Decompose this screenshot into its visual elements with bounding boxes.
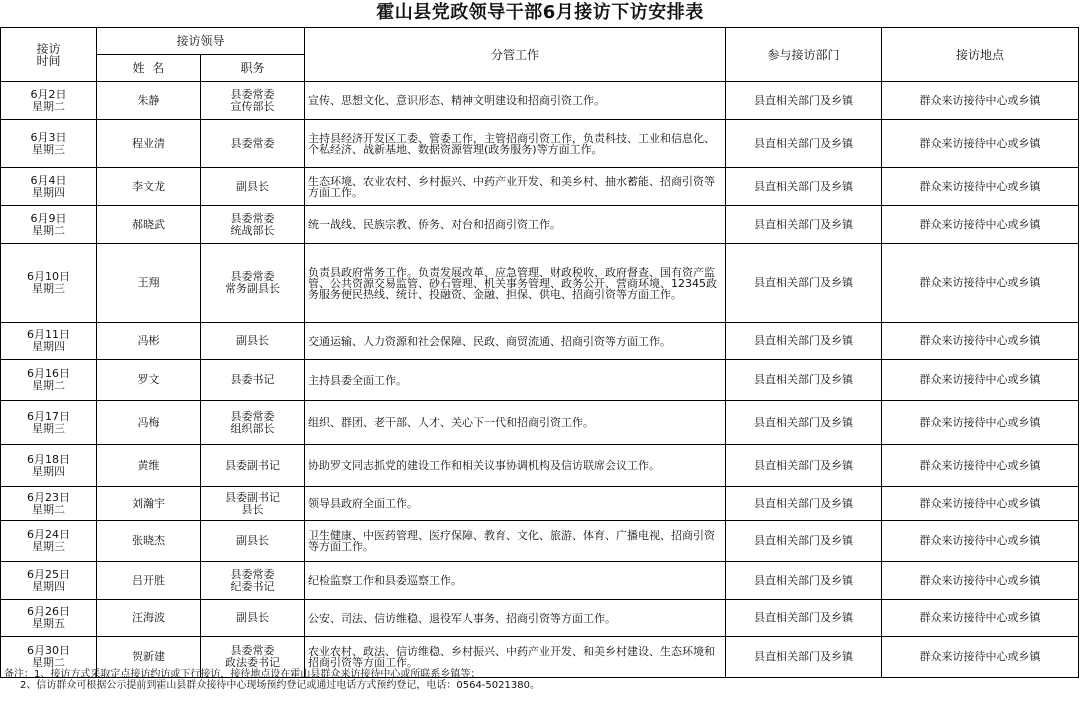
- table-row: [1, 521, 1079, 562]
- reception-location: 群众来访接待中心或乡镇: [882, 521, 1079, 562]
- header-position: 职务: [201, 55, 305, 82]
- date-cell: [1, 401, 97, 445]
- weekday: 星期四: [32, 464, 65, 478]
- leader-position: [201, 244, 305, 323]
- header-location: 接访地点: [882, 28, 1079, 82]
- position-line2: 纪委书记: [230, 579, 275, 593]
- position-line1: 副县长: [236, 179, 269, 193]
- date: 6月24日: [27, 528, 70, 541]
- schedule-table: [0, 27, 1079, 678]
- leader-name: 郝晓武: [97, 206, 201, 244]
- date: 6月11日: [27, 328, 70, 341]
- leader-name: 冯彬: [97, 323, 201, 360]
- position-line2: 县长: [241, 502, 264, 516]
- position-line2: 常务副县长: [225, 282, 280, 295]
- date: 6月25日: [27, 567, 70, 581]
- duty-description: 公安、司法、信访维稳、退役军人事务、招商引资等方面工作。: [305, 600, 726, 637]
- table-row: [1, 401, 1079, 445]
- leader-position: [201, 401, 305, 445]
- participating-dept: 县直相关部门及乡镇: [726, 401, 882, 445]
- duty-description: 农业农村、政法、信访维稳、乡村振兴、中药产业开发、和美乡村建设、生态环境和招商引资等方面工作。: [305, 637, 726, 678]
- leader-name: 吕开胜: [97, 562, 201, 600]
- table-row: [1, 168, 1079, 206]
- duty-description: 交通运输、人力资源和社会保障、民政、商贸流通、招商引资等方面工作。: [305, 323, 726, 360]
- weekday: 星期四: [32, 185, 65, 199]
- weekday: 星期二: [32, 223, 65, 237]
- date-cell: [1, 521, 97, 562]
- header-time: [1, 28, 97, 82]
- position-line1: 县委常委: [230, 567, 275, 581]
- duty-description: 负责县政府常务工作。负责发展改革、应急管理、财政税收、政府督查、国有资产监管、公共资源交易监管、砂石管理、机关事务管理、政务公开、营商环境、12345政务服务便民热线、统计、投融资、金融、担保、供电、招商引资等方面工作。: [305, 244, 726, 323]
- position-line1: 县委常委: [230, 409, 275, 423]
- duty-description: 领导县政府全面工作。: [305, 487, 726, 521]
- date: 6月16日: [27, 367, 70, 380]
- position-line2: 宣传部长: [230, 99, 275, 113]
- participating-dept: 县直相关部门及乡镇: [726, 206, 882, 244]
- date: 6月3日: [30, 130, 67, 144]
- weekday: 星期三: [32, 142, 65, 156]
- leader-name: 李文龙: [97, 168, 201, 206]
- weekday: 星期四: [32, 340, 65, 353]
- date: 6月17日: [27, 409, 70, 423]
- participating-dept: 县直相关部门及乡镇: [726, 600, 882, 637]
- date-cell: [1, 120, 97, 168]
- position-line1: 副县长: [236, 334, 269, 347]
- position-line1: 县委常委: [230, 87, 275, 101]
- date: 6月10日: [27, 270, 70, 283]
- leader-position: [201, 445, 305, 487]
- reception-location: 群众来访接待中心或乡镇: [882, 120, 1079, 168]
- leader-position: [201, 323, 305, 360]
- position-line1: 副县长: [236, 611, 269, 624]
- table-row: [1, 323, 1079, 360]
- participating-dept: 县直相关部门及乡镇: [726, 521, 882, 562]
- leader-name: 汪海波: [97, 600, 201, 637]
- date-cell: [1, 244, 97, 323]
- weekday: 星期三: [32, 282, 65, 295]
- reception-location: 群众来访接待中心或乡镇: [882, 244, 1079, 323]
- duty-description: 主持县经济开发区工委、管委工作，主管招商引资工作，负责科技、工业和信息化、个私经济、战新基地、数据资源管理(政务服务)等方面工作。: [305, 120, 726, 168]
- reception-location: 群众来访接待中心或乡镇: [882, 168, 1079, 206]
- duty-description: 主持县委全面工作。: [305, 360, 726, 401]
- position-line1: 副县长: [236, 534, 269, 547]
- table-row: [1, 206, 1079, 244]
- participating-dept: 县直相关部门及乡镇: [726, 168, 882, 206]
- leader-name: 黄维: [97, 445, 201, 487]
- participating-dept: 县直相关部门及乡镇: [726, 487, 882, 521]
- weekday: 星期二: [32, 656, 65, 669]
- participating-dept: 县直相关部门及乡镇: [726, 244, 882, 323]
- reception-location: 群众来访接待中心或乡镇: [882, 487, 1079, 521]
- header-time-line1: 接访: [36, 41, 61, 56]
- reception-location: 群众来访接待中心或乡镇: [882, 401, 1079, 445]
- reception-location: 群众来访接待中心或乡镇: [882, 562, 1079, 600]
- header-time-line2: 时间: [36, 53, 61, 68]
- duty-description: 统一战线、民族宗教、侨务、对台和招商引资工作。: [305, 206, 726, 244]
- date: 6月30日: [27, 644, 70, 657]
- weekday: 星期二: [32, 379, 65, 392]
- leader-name: 刘瀚宇: [97, 487, 201, 521]
- position-line1: 县委常委: [230, 136, 275, 150]
- date-cell: [1, 168, 97, 206]
- duty-description: 宣传、思想文化、意识形态、精神文明建设和招商引资工作。: [305, 82, 726, 120]
- duty-description: 生态环境、农业农村、乡村振兴、中药产业开发、和美乡村、抽水蓄能、招商引资等方面工作。: [305, 168, 726, 206]
- leader-position: [201, 120, 305, 168]
- page-title: 霍山县党政领导干部6月接访下访安排表: [376, 2, 704, 23]
- footnote: [4, 669, 540, 691]
- date: 6月4日: [30, 173, 67, 187]
- date: 6月2日: [30, 87, 67, 101]
- weekday: 星期三: [32, 421, 65, 435]
- table-row: [1, 445, 1079, 487]
- leader-name: 罗文: [97, 360, 201, 401]
- weekday: 星期三: [32, 540, 65, 553]
- table-row: [1, 82, 1079, 120]
- reception-location: 群众来访接待中心或乡镇: [882, 637, 1079, 678]
- participating-dept: 县直相关部门及乡镇: [726, 360, 882, 401]
- date: 6月18日: [27, 452, 70, 466]
- participating-dept: 县直相关部门及乡镇: [726, 82, 882, 120]
- date-cell: [1, 206, 97, 244]
- participating-dept: 县直相关部门及乡镇: [726, 323, 882, 360]
- date-cell: [1, 600, 97, 637]
- date-cell: [1, 487, 97, 521]
- leader-name: 张晓杰: [97, 521, 201, 562]
- position-line1: 县委常委: [230, 211, 275, 225]
- reception-location: 群众来访接待中心或乡镇: [882, 323, 1079, 360]
- position-line2: 政法委书记: [225, 656, 280, 669]
- leader-name: 程业清: [97, 120, 201, 168]
- table-row: [1, 600, 1079, 637]
- header-duty: 分管工作: [305, 28, 726, 82]
- table-row: [1, 360, 1079, 401]
- leader-name: 朱静: [97, 82, 201, 120]
- date: 6月23日: [27, 490, 70, 504]
- leader-position: [201, 82, 305, 120]
- reception-location: 群众来访接待中心或乡镇: [882, 206, 1079, 244]
- date-cell: [1, 562, 97, 600]
- position-line1: 县委副书记: [225, 490, 280, 504]
- reception-location: 群众来访接待中心或乡镇: [882, 360, 1079, 401]
- participating-dept: 县直相关部门及乡镇: [726, 562, 882, 600]
- weekday: 星期四: [32, 579, 65, 593]
- date-cell: [1, 323, 97, 360]
- leader-position: [201, 562, 305, 600]
- position-line2: 统战部长: [230, 223, 275, 237]
- footnote-line2: 2、信访群众可根据公示提前到霍山县群众接待中心现场预约登记或通过电话方式预约登记，电话：0564-5021380。: [20, 680, 540, 691]
- weekday: 星期二: [32, 99, 65, 113]
- position-line1: 县委书记: [230, 373, 275, 386]
- duty-description: 卫生健康、中医药管理、医疗保障、教育、文化、旅游、体育、广播电视、招商引资等方面工作。: [305, 521, 726, 562]
- table-row: [1, 244, 1079, 323]
- header-dept: 参与接访部门: [726, 28, 882, 82]
- table-row: [1, 120, 1079, 168]
- position-line2: 组织部长: [230, 421, 275, 435]
- date-cell: [1, 82, 97, 120]
- leader-name: 王翔: [97, 244, 201, 323]
- position-line1: 县委副书记: [225, 458, 280, 472]
- weekday: 星期二: [32, 502, 65, 516]
- duty-description: 协助罗文同志抓党的建设工作和相关议事协调机构及信访联席会议工作。: [305, 445, 726, 487]
- date: 6月9日: [30, 211, 67, 225]
- leader-position: [201, 487, 305, 521]
- date-cell: [1, 445, 97, 487]
- leader-name: 贺新建: [97, 637, 201, 678]
- leader-position: [201, 206, 305, 244]
- participating-dept: 县直相关部门及乡镇: [726, 120, 882, 168]
- participating-dept: 县直相关部门及乡镇: [726, 445, 882, 487]
- leader-position: [201, 360, 305, 401]
- date-cell: [1, 360, 97, 401]
- reception-location: 群众来访接待中心或乡镇: [882, 82, 1079, 120]
- leader-position: [201, 521, 305, 562]
- duty-description: 纪检监察工作和县委巡察工作。: [305, 562, 726, 600]
- reception-location: 群众来访接待中心或乡镇: [882, 600, 1079, 637]
- position-line1: 县委常委: [230, 644, 275, 657]
- header-name: 姓 名: [97, 55, 201, 82]
- participating-dept: 县直相关部门及乡镇: [726, 637, 882, 678]
- duty-description: 组织、群团、老干部、人才、关心下一代和招商引资工作。: [305, 401, 726, 445]
- position-line1: 县委常委: [230, 270, 275, 283]
- table-row: [1, 487, 1079, 521]
- header-leader-group: 接访领导: [97, 28, 305, 55]
- date: 6月26日: [27, 605, 70, 618]
- leader-position: [201, 600, 305, 637]
- reception-location: 群众来访接待中心或乡镇: [882, 445, 1079, 487]
- table-row: [1, 562, 1079, 600]
- weekday: 星期五: [32, 617, 65, 630]
- leader-position: [201, 168, 305, 206]
- leader-name: 冯梅: [97, 401, 201, 445]
- footnote-line1: 备注：1、接访方式采取定点接访约访或下行接访，接待地点设在霍山县群众来访接待中心或所联系乡镇等；: [4, 669, 481, 680]
